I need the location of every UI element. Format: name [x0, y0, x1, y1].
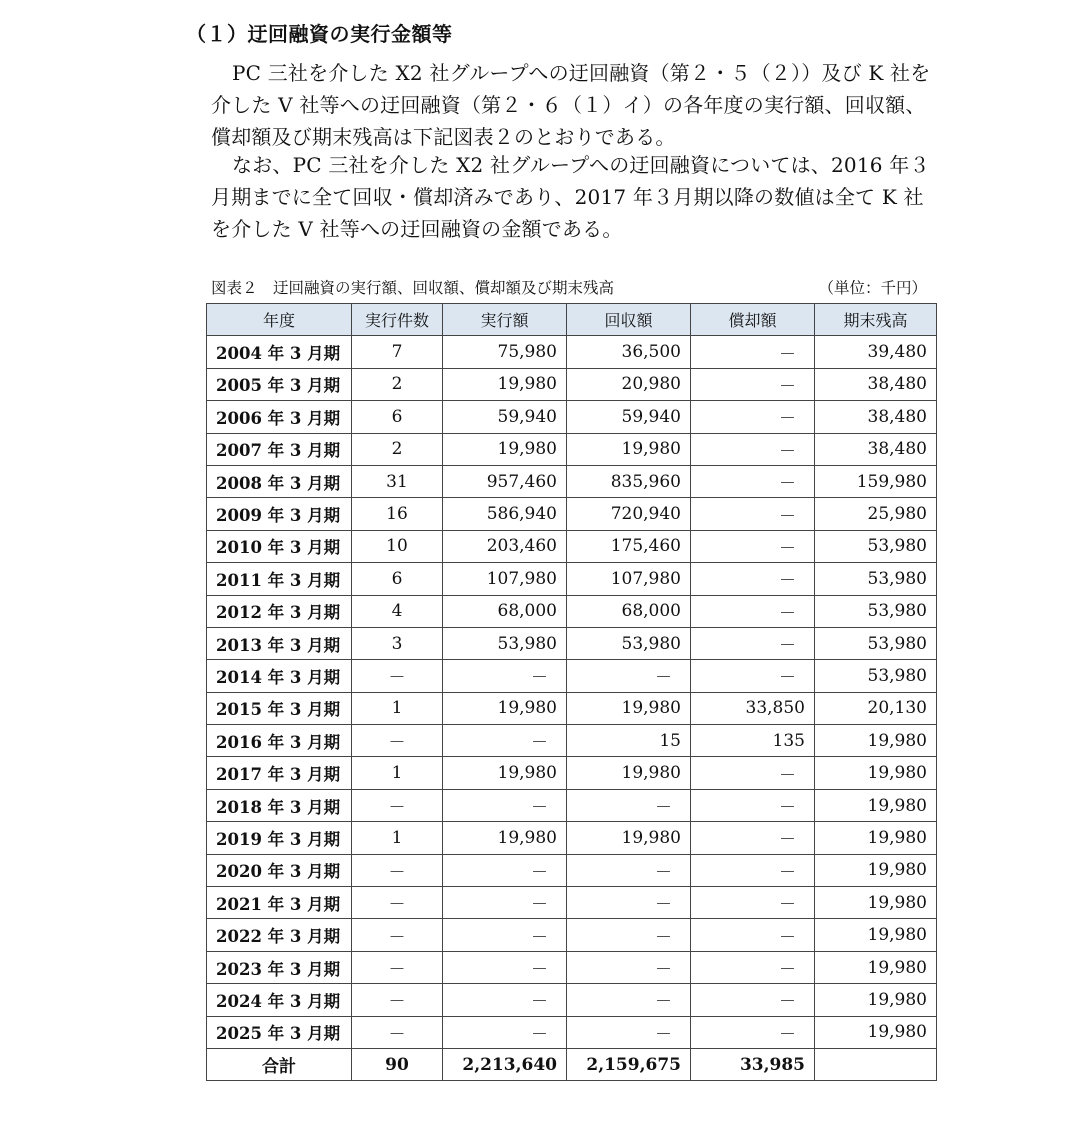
count-cell: －	[352, 660, 443, 692]
year-cell: 2023 年 3 月期	[207, 951, 352, 983]
balance-cell: 19,980	[815, 822, 937, 854]
executed-cell: －	[443, 951, 567, 983]
total-balance	[815, 1048, 937, 1080]
year-cell: 2005 年 3 月期	[207, 368, 352, 400]
year-cell: 2024 年 3 月期	[207, 984, 352, 1016]
table-row	[207, 368, 937, 400]
table-row	[207, 433, 937, 465]
table-row	[207, 984, 937, 1016]
table-row	[207, 757, 937, 789]
total-row	[207, 1048, 937, 1080]
executed-cell: 75,980	[443, 336, 567, 368]
table-row	[207, 919, 937, 951]
collected-cell: 835,960	[567, 465, 691, 497]
balance-cell: 19,980	[815, 951, 937, 983]
table-row	[207, 951, 937, 983]
written-off-cell: －	[691, 595, 815, 627]
year-cell: 2013 年 3 月期	[207, 627, 352, 659]
header-cell: 実行額	[443, 304, 567, 336]
year-cell: 2010 年 3 月期	[207, 530, 352, 562]
year-cell: 2004 年 3 月期	[207, 336, 352, 368]
year-cell: 2018 年 3 月期	[207, 789, 352, 821]
written-off-cell: －	[691, 951, 815, 983]
table-unit: （単位：千円）	[818, 279, 927, 297]
year-cell: 2014 年 3 月期	[207, 660, 352, 692]
year-cell: 2015 年 3 月期	[207, 692, 352, 724]
collected-cell: －	[567, 951, 691, 983]
collected-cell: －	[567, 887, 691, 919]
collected-cell: 175,460	[567, 530, 691, 562]
table-row	[207, 530, 937, 562]
header-cell: 回収額	[567, 304, 691, 336]
written-off-cell: －	[691, 498, 815, 530]
balance-cell: 53,980	[815, 595, 937, 627]
written-off-cell: －	[691, 887, 815, 919]
balance-cell: 20,130	[815, 692, 937, 724]
header-cell: 期末残高	[815, 304, 937, 336]
executed-cell: 957,460	[443, 465, 567, 497]
executed-cell: 19,980	[443, 692, 567, 724]
executed-cell: 107,980	[443, 563, 567, 595]
written-off-cell: －	[691, 627, 815, 659]
balance-cell: 38,480	[815, 368, 937, 400]
executed-cell: －	[443, 789, 567, 821]
table-caption	[211, 276, 927, 298]
count-cell: 4	[352, 595, 443, 627]
collected-cell: －	[567, 919, 691, 951]
written-off-cell: －	[691, 465, 815, 497]
table-row	[207, 822, 937, 854]
table-row	[207, 789, 937, 821]
executed-cell: 19,980	[443, 757, 567, 789]
header-cell: 年度	[207, 304, 352, 336]
count-cell: 31	[352, 465, 443, 497]
header-cell: 実行件数	[352, 304, 443, 336]
executed-cell: －	[443, 887, 567, 919]
balance-cell: 53,980	[815, 627, 937, 659]
table-row	[207, 401, 937, 433]
collected-cell: 59,940	[567, 401, 691, 433]
written-off-cell: －	[691, 336, 815, 368]
collected-cell: －	[567, 660, 691, 692]
total-written-off: 33,985	[691, 1048, 815, 1080]
table-row	[207, 887, 937, 919]
balance-cell: 53,980	[815, 660, 937, 692]
balance-cell: 25,980	[815, 498, 937, 530]
collected-cell: －	[567, 854, 691, 886]
balance-cell: 39,480	[815, 336, 937, 368]
year-cell: 2021 年 3 月期	[207, 887, 352, 919]
balance-cell: 53,980	[815, 563, 937, 595]
collected-cell: 19,980	[567, 822, 691, 854]
count-cell: 1	[352, 757, 443, 789]
executed-cell: －	[443, 1016, 567, 1048]
executed-cell: －	[443, 919, 567, 951]
written-off-cell: －	[691, 401, 815, 433]
table-row	[207, 595, 937, 627]
balance-cell: 38,480	[815, 401, 937, 433]
count-cell: －	[352, 725, 443, 757]
table-row	[207, 692, 937, 724]
paragraph-2: なお、PC 三社を介した X2 社グループへの迂回融資については、2016 年３月期までに全て回収・償却済みであり、2017 年３月期以降の数値は全て K 社を介した V 社等への迂回融資の金額である。	[211, 153, 930, 241]
count-cell: －	[352, 854, 443, 886]
table-row	[207, 660, 937, 692]
table-header-row	[207, 304, 937, 336]
total-count: 90	[352, 1048, 443, 1080]
total-collected: 2,159,675	[567, 1048, 691, 1080]
written-off-cell: －	[691, 822, 815, 854]
table-row	[207, 498, 937, 530]
collected-cell: 107,980	[567, 563, 691, 595]
paragraph-1: PC 三社を介した X2 社グループへの迂回融資（第２・５（２））及び K 社を介した V 社等への迂回融資（第２・６（１）イ）の各年度の実行額、回収額、償却額及び期末残高は下記図表２のとおりである。	[211, 61, 931, 149]
collected-cell: －	[567, 984, 691, 1016]
executed-cell: 19,980	[443, 822, 567, 854]
collected-cell: 19,980	[567, 433, 691, 465]
collected-cell: 15	[567, 725, 691, 757]
year-cell: 2006 年 3 月期	[207, 401, 352, 433]
year-cell: 2019 年 3 月期	[207, 822, 352, 854]
written-off-cell: －	[691, 368, 815, 400]
table-row	[207, 627, 937, 659]
balance-cell: 19,980	[815, 757, 937, 789]
written-off-cell: －	[691, 530, 815, 562]
balance-cell: 19,980	[815, 854, 937, 886]
executed-cell: －	[443, 984, 567, 1016]
balance-cell: 19,980	[815, 887, 937, 919]
written-off-cell: －	[691, 660, 815, 692]
balance-cell: 53,980	[815, 530, 937, 562]
table-row	[207, 465, 937, 497]
year-cell: 2009 年 3 月期	[207, 498, 352, 530]
collected-cell: －	[567, 1016, 691, 1048]
written-off-cell: －	[691, 854, 815, 886]
section-heading: （１）迂回融資の実行金額等	[186, 22, 453, 46]
written-off-cell: 33,850	[691, 692, 815, 724]
executed-cell: 68,000	[443, 595, 567, 627]
table-row	[207, 725, 937, 757]
written-off-cell: －	[691, 789, 815, 821]
balance-cell: 159,980	[815, 465, 937, 497]
count-cell: －	[352, 919, 443, 951]
executed-cell: 19,980	[443, 433, 567, 465]
count-cell: 6	[352, 563, 443, 595]
written-off-cell: －	[691, 433, 815, 465]
balance-cell: 19,980	[815, 789, 937, 821]
year-cell: 2008 年 3 月期	[207, 465, 352, 497]
table-row	[207, 563, 937, 595]
balance-cell: 38,480	[815, 433, 937, 465]
count-cell: 10	[352, 530, 443, 562]
header-cell: 償却額	[691, 304, 815, 336]
written-off-cell: －	[691, 984, 815, 1016]
executed-cell: －	[443, 854, 567, 886]
collected-cell: 36,500	[567, 336, 691, 368]
total-label: 合計	[207, 1048, 352, 1080]
count-cell: －	[352, 951, 443, 983]
written-off-cell: －	[691, 919, 815, 951]
written-off-cell: －	[691, 1016, 815, 1048]
loan-table	[206, 303, 937, 1081]
count-cell: 2	[352, 368, 443, 400]
count-cell: 1	[352, 822, 443, 854]
collected-cell: 19,980	[567, 757, 691, 789]
written-off-cell: －	[691, 757, 815, 789]
count-cell: 3	[352, 627, 443, 659]
count-cell: －	[352, 984, 443, 1016]
total-executed: 2,213,640	[443, 1048, 567, 1080]
table-title: 図表２ 迂回融資の実行額、回収額、償却額及び期末残高	[211, 279, 615, 297]
count-cell: 16	[352, 498, 443, 530]
count-cell: 6	[352, 401, 443, 433]
year-cell: 2022 年 3 月期	[207, 919, 352, 951]
executed-cell: 53,980	[443, 627, 567, 659]
collected-cell: 20,980	[567, 368, 691, 400]
written-off-cell: 135	[691, 725, 815, 757]
executed-cell: 59,940	[443, 401, 567, 433]
balance-cell: 19,980	[815, 1016, 937, 1048]
collected-cell: 53,980	[567, 627, 691, 659]
executed-cell: 203,460	[443, 530, 567, 562]
year-cell: 2007 年 3 月期	[207, 433, 352, 465]
balance-cell: 19,980	[815, 919, 937, 951]
collected-cell: －	[567, 789, 691, 821]
count-cell: －	[352, 789, 443, 821]
table-row	[207, 854, 937, 886]
table-row	[207, 336, 937, 368]
year-cell: 2017 年 3 月期	[207, 757, 352, 789]
balance-cell: 19,980	[815, 984, 937, 1016]
table-body	[207, 336, 937, 1049]
executed-cell: 19,980	[443, 368, 567, 400]
collected-cell: 68,000	[567, 595, 691, 627]
executed-cell: －	[443, 660, 567, 692]
year-cell: 2012 年 3 月期	[207, 595, 352, 627]
year-cell: 2011 年 3 月期	[207, 563, 352, 595]
balance-cell: 19,980	[815, 725, 937, 757]
count-cell: －	[352, 887, 443, 919]
written-off-cell: －	[691, 563, 815, 595]
count-cell: 1	[352, 692, 443, 724]
year-cell: 2016 年 3 月期	[207, 725, 352, 757]
count-cell: 7	[352, 336, 443, 368]
count-cell: 2	[352, 433, 443, 465]
executed-cell: 586,940	[443, 498, 567, 530]
executed-cell: －	[443, 725, 567, 757]
table-row	[207, 1016, 937, 1048]
collected-cell: 19,980	[567, 692, 691, 724]
year-cell: 2020 年 3 月期	[207, 854, 352, 886]
count-cell: －	[352, 1016, 443, 1048]
collected-cell: 720,940	[567, 498, 691, 530]
year-cell: 2025 年 3 月期	[207, 1016, 352, 1048]
